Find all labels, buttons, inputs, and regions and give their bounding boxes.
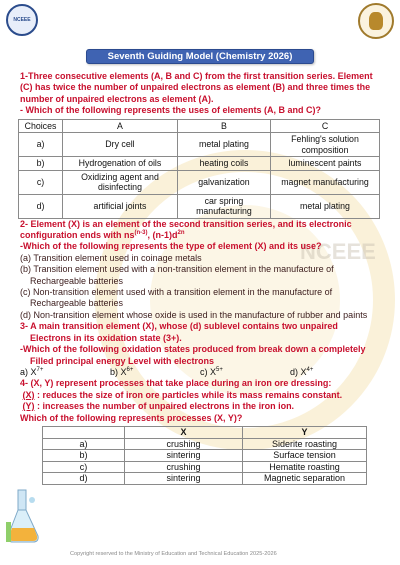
q3-choice-label: c) X xyxy=(200,366,217,377)
q2-config-sup-2: 2n xyxy=(177,230,185,237)
table-cell: Surface tension xyxy=(243,450,367,462)
table-cell: b) xyxy=(19,157,63,171)
table-header-row xyxy=(43,426,367,438)
table-row[interactable] xyxy=(43,473,367,485)
ministry-seal-icon xyxy=(358,3,394,39)
q3-stem-line-2: Electrons in its oxidation state (3+). xyxy=(30,332,182,343)
table-cell: metal plating xyxy=(177,133,270,157)
q3-choice-a[interactable] xyxy=(20,367,110,378)
table-header-cell: X xyxy=(125,426,243,438)
eagle-icon xyxy=(369,12,383,30)
table-cell: sintering xyxy=(125,450,243,462)
table-row[interactable] xyxy=(19,194,380,218)
q4-stem: 4- (X, Y) represent processes that take place during an iron ore dressing: xyxy=(20,378,332,389)
table-cell: Magnetic separation xyxy=(243,473,367,485)
table-cell: heating coils xyxy=(177,157,270,171)
q4-y-text: : increases the number of unpaired electrons in the iron ion. xyxy=(34,401,295,412)
table-cell: d) xyxy=(43,473,125,485)
table-cell: car spring manufacturing xyxy=(177,194,270,218)
q1-question: - Which of the following represents the uses of elements (A, B and C)? xyxy=(20,105,322,116)
table-cell: Fehling's solution composition xyxy=(270,133,379,157)
page-title: Seventh Guiding Model (Chemistry 2026) xyxy=(86,49,314,64)
q4-y-definition xyxy=(20,401,380,412)
table-header-row xyxy=(19,119,380,133)
table-cell: a) xyxy=(43,438,125,450)
q3-choice-sup: 7+ xyxy=(36,366,44,373)
table-cell: crushing xyxy=(125,438,243,450)
q2-option-b-continued: Rechargeable batteries xyxy=(30,275,124,286)
q2-config-text-b: , (n-1)d xyxy=(147,230,178,241)
q1-stem-line-3: number of unpaired electrons as element (A). xyxy=(20,93,214,104)
table-header-cell: B xyxy=(177,119,270,133)
table-cell: Dry cell xyxy=(63,133,178,157)
table-header-cell: Y xyxy=(243,426,367,438)
table-header-cell xyxy=(43,426,125,438)
watermark-text: NCEEE xyxy=(300,239,376,264)
q2-config-text-a: configuration ends with ns xyxy=(20,230,135,241)
table-cell: c) xyxy=(43,461,125,473)
q4-choices-table xyxy=(42,426,367,485)
questions-content xyxy=(20,71,380,485)
q1-stem-line-1: 1-Three consecutive elements (A, B and C) from the first transition series. Element xyxy=(20,71,373,81)
q3-choice-sup: 5+ xyxy=(216,366,223,373)
table-cell: crushing xyxy=(125,461,243,473)
q2-option-c[interactable]: (c) Non-transition element used with a transition element in the manufacture of xyxy=(20,287,333,298)
q3-choice-label: a) X xyxy=(20,366,37,377)
q2-option-d[interactable]: (d) Non-transition element whose oxide is used in the manufacture of rubber and paints xyxy=(20,309,368,320)
table-row[interactable] xyxy=(43,438,367,450)
table-row[interactable] xyxy=(19,170,380,194)
q2-option-a[interactable]: (a) Transition element used in coinage metals xyxy=(20,252,202,263)
q3-choices xyxy=(20,367,380,378)
table-cell: magnet manufacturing xyxy=(270,170,379,194)
table-cell: metal plating xyxy=(270,194,379,218)
q3-choice-label: d) X xyxy=(290,366,307,377)
q1-stem-line-2: (C) has twice the number of unpaired electrons as element (B) and three times the xyxy=(20,82,371,93)
table-cell: d) xyxy=(19,194,63,218)
table-cell: galvanization xyxy=(177,170,270,194)
q3-choice-sup: 4+ xyxy=(306,366,314,373)
q3-choice-c[interactable] xyxy=(200,367,290,378)
q2-stem-line-2 xyxy=(20,230,380,241)
table-header-cell: A xyxy=(63,119,178,133)
q3-choice-d[interactable] xyxy=(290,367,380,378)
table-row[interactable] xyxy=(19,157,380,171)
table-cell: luminescent paints xyxy=(270,157,379,171)
q4-x-key: (X) xyxy=(22,389,35,400)
table-row[interactable] xyxy=(43,461,367,473)
table-cell: Siderite roasting xyxy=(243,438,367,450)
flask-icon xyxy=(6,488,40,544)
table-row[interactable] xyxy=(43,450,367,462)
q3-choice-b[interactable] xyxy=(110,367,200,378)
table-cell: Hydrogenation of oils xyxy=(63,157,178,171)
q2-question: -Which of the following represents the type of element (X) and its use? xyxy=(20,241,322,252)
q4-x-definition xyxy=(20,390,380,401)
q2-option-c-continued: Rechargeable batteries xyxy=(30,298,124,309)
table-header-cell: Choices xyxy=(19,119,63,133)
q3-question-line-2: Filled principal energy Level with electrons xyxy=(30,355,215,366)
q1-choices-table xyxy=(18,119,380,219)
q4-question: Which of the following represents processes (X, Y)? xyxy=(20,412,243,423)
table-row[interactable] xyxy=(19,133,380,157)
q3-question-line-1: -Which of the following oxidation states produced from break down a completely xyxy=(20,344,366,355)
table-cell: c) xyxy=(19,170,63,194)
nceee-logo-text: NCEEE xyxy=(13,17,31,23)
q4-x-text: : reduces the size of iron ore particles while its mass remains constant. xyxy=(34,389,343,400)
table-cell: b) xyxy=(43,450,125,462)
q4-y-key: (Y) xyxy=(22,401,35,412)
q2-option-b[interactable]: (b) Transition element used with a non-transition element in the manufacture of xyxy=(20,264,334,275)
table-cell: artificial joints xyxy=(63,194,178,218)
table-cell: sintering xyxy=(125,473,243,485)
q3-choice-label: b) X xyxy=(110,366,127,377)
nceee-logo xyxy=(6,4,38,36)
copyright-footer: Copyright reserved to the Ministry of Education and Technical Education 2025-2026 xyxy=(70,551,277,557)
table-cell: a) xyxy=(19,133,63,157)
table-cell: Oxidizing agent and disinfecting xyxy=(63,170,178,194)
q2-stem-line-1: 2- Element (X) is an element of the second transition series, and its electronic xyxy=(20,218,352,229)
table-header-cell: C xyxy=(270,119,379,133)
table-cell: Hematite roasting xyxy=(243,461,367,473)
q3-choice-sup: 6+ xyxy=(126,366,134,373)
q2-config-sup-1: (n-3) xyxy=(134,230,148,237)
q3-stem-line-1: 3- A main transition element (X), whose (d) sublevel contains two unpaired xyxy=(20,321,338,332)
